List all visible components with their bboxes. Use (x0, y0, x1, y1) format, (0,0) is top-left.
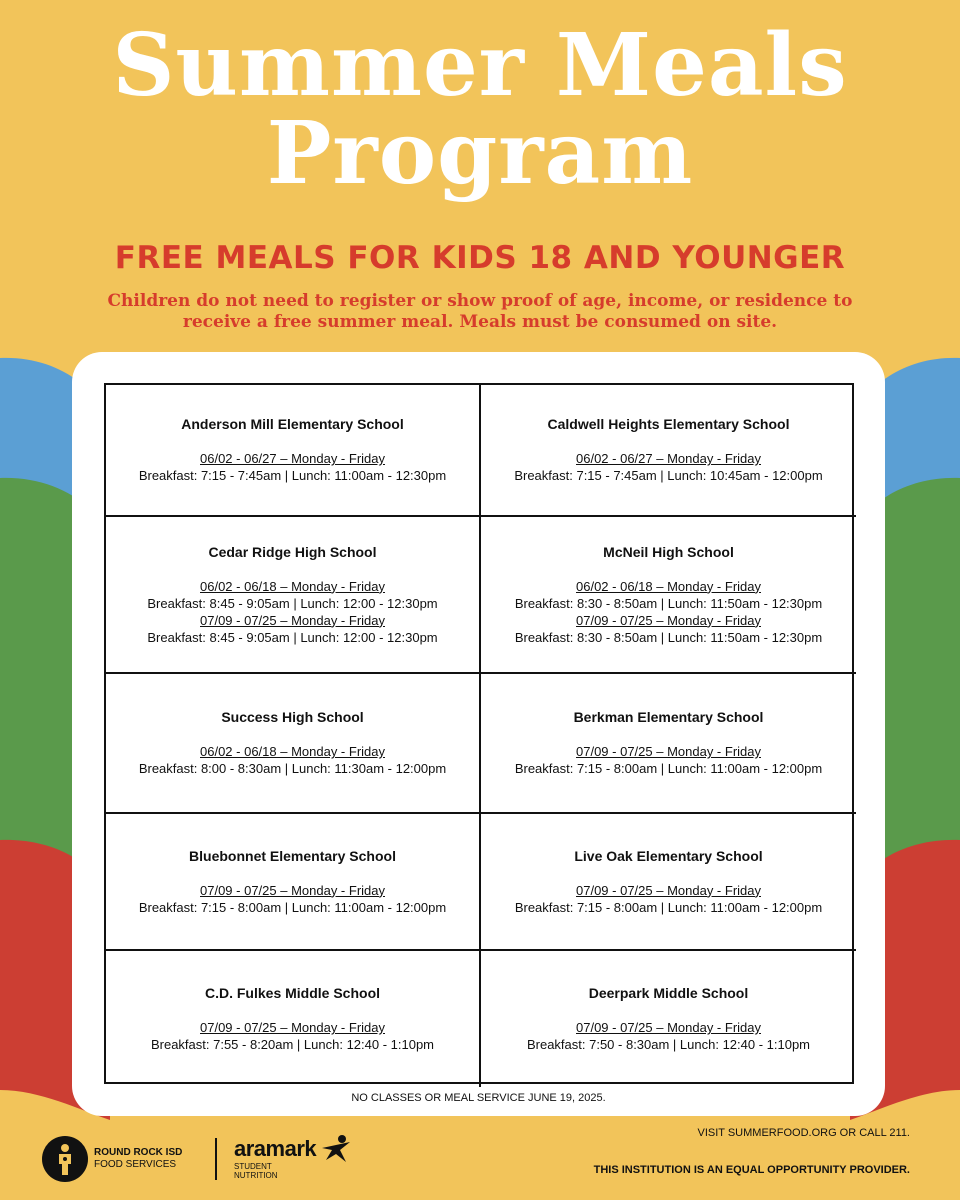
closure-footnote: NO CLASSES OR MEAL SERVICE JUNE 19, 2025. (351, 1092, 606, 1104)
equal-opportunity-statement: THIS INSTITUTION IS AN EQUAL OPPORTUNITY PROVIDER. (593, 1164, 910, 1176)
site-cell (481, 814, 856, 951)
school-name: Cedar Ridge High School (208, 543, 377, 560)
site-cell (481, 517, 856, 674)
site-cell (481, 385, 856, 517)
schedule-times: Breakfast: 7:55 - 8:20am | Lunch: 12:40 - 1:10pm (150, 1037, 435, 1052)
schedule-dates: 07/09 - 07/25 – Monday - Friday (576, 1020, 761, 1035)
schedule-dates: 06/02 - 06/18 – Monday - Friday (200, 744, 385, 759)
notice-line-1: Children do not need to register or show proof of age, income, or residence to (107, 291, 853, 311)
school-name: Caldwell Heights Elementary School (547, 416, 790, 432)
aramark-sub-1: STUDENT (234, 1162, 272, 1171)
eligibility-notice (80, 291, 880, 333)
school-name: C.D. Fulkes Middle School (204, 985, 381, 1001)
site-cell (106, 385, 481, 517)
schedule-times: Breakfast: 8:30 - 8:50am | Lunch: 11:50am - 12:30pm (514, 595, 823, 611)
aramark-logo (234, 1136, 316, 1180)
site-cell (481, 951, 856, 1087)
schedule-times: Breakfast: 7:15 - 7:45am | Lunch: 11:00am - 12:30pm (138, 468, 447, 483)
school-name: Live Oak Elementary School (574, 847, 763, 864)
schedule-table (104, 383, 854, 1084)
title-line-2: Program (266, 103, 694, 204)
page-subtitle: FREE MEALS FOR KIDS 18 AND YOUNGER (114, 240, 846, 276)
site-cell (106, 674, 481, 814)
title-line-1: Summer Meals (112, 15, 848, 116)
schedule-times: Breakfast: 8:45 - 9:05am | Lunch: 12:00 - 12:30pm (147, 629, 438, 645)
schedule-times: Breakfast: 8:30 - 8:50am | Lunch: 11:50am - 12:30pm (514, 629, 823, 645)
schedule-dates: 07/09 - 07/25 – Monday - Friday (200, 612, 385, 628)
school-name: Deerpark Middle School (588, 985, 749, 1001)
schedule-dates: 06/02 - 06/18 – Monday - Friday (576, 578, 761, 594)
visit-info: VISIT SUMMERFOOD.ORG OR CALL 211. (697, 1127, 910, 1139)
schedule-times: Breakfast: 8:00 - 8:30am | Lunch: 11:30am - 12:00pm (138, 761, 447, 776)
schedule-times: Breakfast: 7:15 - 8:00am | Lunch: 11:00am - 12:00pm (514, 899, 823, 915)
school-name: Berkman Elementary School (573, 709, 764, 725)
schedule-dates: 07/09 - 07/25 – Monday - Friday (576, 882, 761, 898)
aramark-sub-2: NUTRITION (234, 1171, 278, 1180)
schedule-dates: 06/02 - 06/27 – Monday - Friday (576, 451, 761, 466)
schedule-dates: 07/09 - 07/25 – Monday - Friday (200, 1020, 385, 1035)
school-name: Bluebonnet Elementary School (189, 847, 396, 864)
schedule-times: Breakfast: 7:15 - 8:00am | Lunch: 11:00am - 12:00pm (138, 899, 447, 915)
schedule-card (72, 352, 885, 1116)
star-person-icon (320, 1134, 352, 1164)
schedule-dates: 07/09 - 07/25 – Monday - Friday (576, 744, 761, 759)
site-cell (106, 814, 481, 951)
schedule-dates: 06/02 - 06/27 – Monday - Friday (200, 451, 385, 466)
schedule-dates: 06/02 - 06/18 – Monday - Friday (200, 578, 385, 594)
roundrock-sub: FOOD SERVICES (94, 1159, 177, 1170)
schedule-times: Breakfast: 7:15 - 8:00am | Lunch: 11:00am - 12:00pm (514, 761, 823, 776)
site-cell (106, 517, 481, 674)
aramark-name: aramark (234, 1136, 317, 1161)
school-name: Success High School (221, 709, 364, 725)
schedule-times: Breakfast: 8:45 - 9:05am | Lunch: 12:00 - 12:30pm (147, 595, 438, 611)
schedule-dates: 07/09 - 07/25 – Monday - Friday (576, 612, 761, 628)
page-title (0, 15, 960, 204)
schedule-times: Breakfast: 7:50 - 8:30am | Lunch: 12:40 - 1:10pm (526, 1037, 811, 1052)
roundrock-name: ROUND ROCK ISD (94, 1147, 183, 1158)
round-rock-isd-logo (42, 1136, 182, 1182)
school-name: McNeil High School (603, 543, 734, 560)
site-cell (481, 674, 856, 814)
schedule-dates: 07/09 - 07/25 – Monday - Friday (200, 882, 385, 898)
notice-line-2: receive a free summer meal. Meals must be consumed on site. (182, 312, 778, 332)
logo-divider (215, 1138, 217, 1180)
school-name: Anderson Mill Elementary School (181, 416, 404, 432)
child-figures-icon (42, 1136, 88, 1182)
schedule-times: Breakfast: 7:15 - 7:45am | Lunch: 10:45am - 12:00pm (514, 468, 823, 483)
site-cell (106, 951, 481, 1087)
